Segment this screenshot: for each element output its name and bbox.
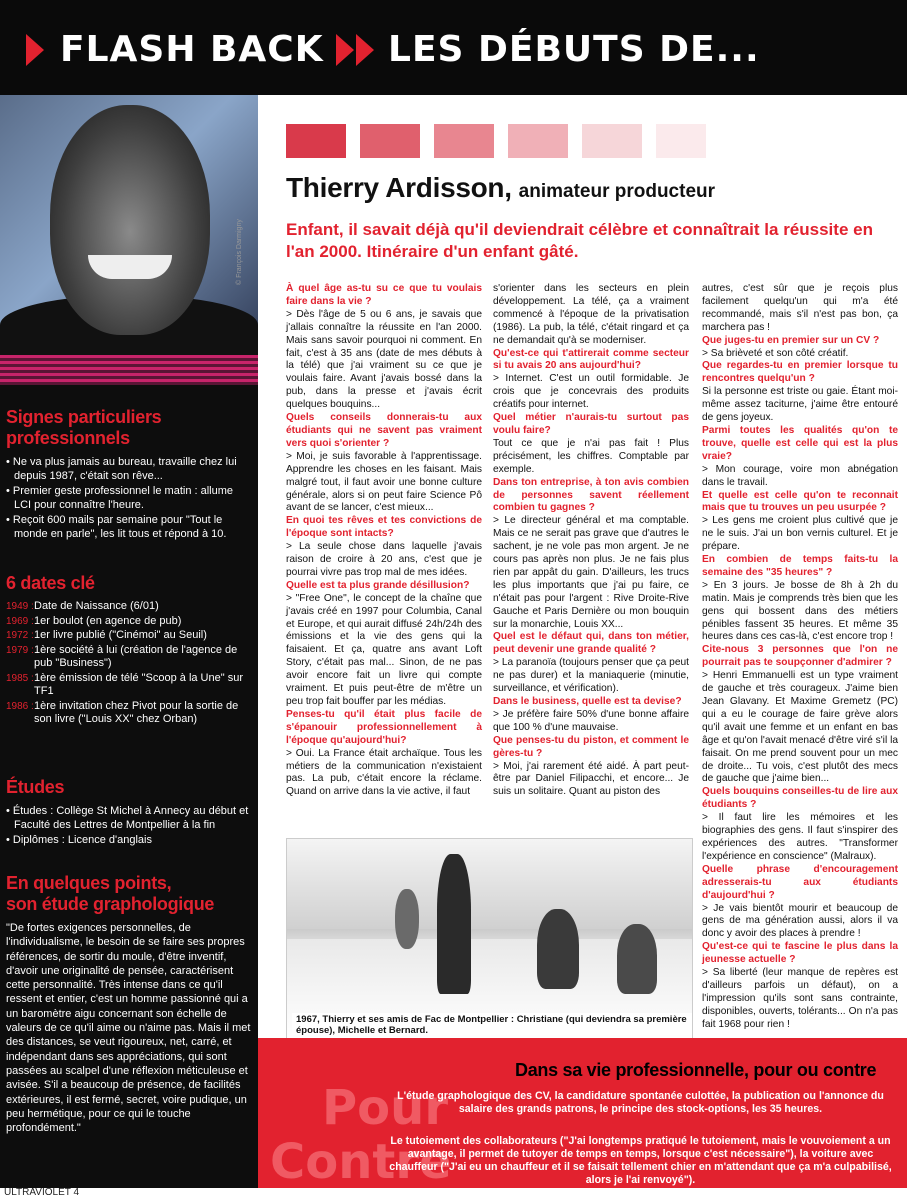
signes-section — [6, 407, 252, 542]
date-year: 1979 : — [6, 644, 34, 656]
article-column-1 — [286, 283, 482, 799]
grapho-text: "De fortes exigences personnelles, de l'individualisme, le besoin de se faire ses propres références, de sortir du moule, d'être inventif, d'avoir une originalité de pensée, caractérisent cette personnalité. Très intense dans ce qu'il ressent et entier, c'est un homme passionné qui a un baromètre aigu concernant son échelle de valeurs de ce qu'il aime ou n'aime pas. Mais il met des distances, se veut rigoureux, net, carré, et indépendant dans ses appréciations, qui sont passées au scalpel d'une réflexion méticuleuse et avisée. S'il a beaucoup de présence, de facilités extérieures, il est fermé, secret, voire pudique, un peu hermétique, pour ce qui le touche profondément." — [6, 922, 251, 1135]
answer: > Moi, je suis favorable à l'apprentissage. Apprendre les choses en les faisant. Mais malgré tout, il faut avoir une bonne culture générale, alors si on peut faire Science Pô avant de se lancer, c'est mieux... — [286, 450, 482, 514]
question: Dans ton entreprise, à ton avis combien de personnes savent réellement combien tu gagnes ? — [493, 476, 689, 514]
answer: > Je vais bientôt mourir et beaucoup de gens de ma génération aussi, alors il va donc y avoir des places à prendre ! — [702, 902, 898, 940]
answer: > Oui. La France était archaïque. Tous les métiers de la communication n'existaient pas. La pub, c'était encore la réclame. Quand on arrive dans la vie active, il faut — [286, 747, 482, 798]
date-row — [6, 629, 252, 643]
date-row — [6, 700, 252, 727]
photo-person — [437, 854, 471, 994]
question: Parmi toutes les qualités qu'on te trouve, quelle est celle qui est la plus vraie? — [702, 424, 898, 462]
date-row — [6, 644, 252, 671]
arrow-right-icon — [26, 34, 44, 66]
color-square — [508, 124, 568, 158]
answer: Si la personne est triste ou gaie. Étant moi-même assez taciturne, j'aime être entouré de gens joyeux. — [702, 386, 898, 424]
question: À quel âge as-tu su ce que tu voulais faire dans la vie ? — [286, 283, 482, 307]
question: En combien de temps faits-tu la semaine des "35 heures" ? — [702, 554, 898, 578]
pour-text: L'étude graphologique des CV, la candidature spontanée culottée, la publication ou l'annonce du salaire des grands patrons, le principe des stock-options, les 35 heures. — [397, 1090, 884, 1115]
decorative-stripes — [0, 355, 258, 385]
color-square — [286, 124, 346, 158]
question: Qu'est-ce qui t'attirerait comme secteur si tu avais 20 ans aujourd'hui? — [493, 347, 689, 372]
date-year: 1986 : — [6, 700, 34, 712]
answer: > Sa liberté (leur manque de repères est d'ailleurs parfois un défaut), on a l'impression qu'ils sont sans contrainte, disponibles, ouverts, tolérants... On n'a pas fait 1968 pour rien ! — [702, 967, 898, 1030]
answer: > Le directeur général et ma comptable. Mais ce ne serait pas grave que d'autres le sachent, je ne vole pas mon argent. Je ne cours pas après non plus. Je ne fais plus rien par appât du gain. D'ailleurs, les trucs les plus importants que j'ai pu faire, ce n'était pas pour l'argent : Rive Droite-Rive Gauche et Paris Dernière ou mon bouquin sur la monarchie, Louis XX... — [493, 515, 689, 630]
photo-person — [617, 924, 657, 994]
article-intro: Enfant, il savait déjà qu'il deviendrait célèbre et connaîtrait la réussite en l'an 2000. Itinéraire d'un enfant gâté. — [286, 220, 873, 261]
photo-person — [537, 909, 579, 989]
answer: > La paranoïa (toujours penser que ça peut ne pas durer) et la maniaquerie (minutie, surveillance, et vérification). — [493, 657, 689, 695]
arrow-right-icon — [336, 34, 354, 66]
answer: > Internet. C'est un outil formidable. Je crois que je concevrais des produits créatifs pour internet. — [493, 373, 689, 411]
question: Cite-nous 3 personnes que l'on ne pourrait pas te soupçonner d'admirer ? — [702, 644, 898, 669]
date-text: 1ère société à lui (création de l'agence de pub "Business") — [34, 643, 238, 669]
question: Dans le business, quelle est ta devise? — [493, 696, 682, 707]
answer: > La seule chose dans laquelle j'avais raison de croire à 20 ans, c'est que je pourrai vivre pas trop mal de mes idées. — [286, 541, 482, 578]
page-number: ULTRAVIOLET 4 — [4, 1187, 80, 1198]
article-title — [286, 172, 886, 208]
footer-bar — [0, 1188, 907, 1200]
question: Que juges-tu en premier sur un CV ? — [702, 334, 880, 346]
answer: > Je préfère faire 50% d'une bonne affaire que 100 % d'une mauvaise. — [493, 708, 689, 733]
signes-title-line2: professionnels — [6, 428, 130, 448]
pros-cons-title: Dans sa vie professionnelle, pour ou contre — [515, 1060, 877, 1080]
etudes-title: Études — [6, 777, 65, 797]
answer: > Il faut lire les mémoires et les biographies des gens. Il faut s'inspirer des expériences des autres. "Transformer l'expérience en conscience" (Malraux). — [702, 812, 898, 862]
date-year: 1972 : — [6, 630, 34, 641]
article-column-3 — [702, 283, 898, 1032]
date-row — [6, 615, 252, 629]
date-text: 1er livre publié ("Cinémoi" au Seuil) — [34, 629, 207, 641]
date-text: Date de Naissance (6/01) — [34, 600, 159, 612]
date-year: 1985 : — [6, 672, 34, 684]
signes-title — [6, 407, 252, 449]
dates-title: 6 dates clé — [6, 573, 95, 593]
section-subtitle: LES DÉBUTS DE... — [388, 29, 760, 70]
arrow-right-icon — [356, 34, 374, 66]
grapho-title — [6, 873, 252, 915]
photo-credit: © François Darmigny — [236, 219, 243, 285]
signes-item: • Ne va plus jamais au bureau, travaille chez lui depuis 1987, c'était son rêve... — [6, 456, 237, 482]
date-text: 1ère invitation chez Pivot pour la sortie de son livre ("Louis XX" chez Orban) — [34, 699, 239, 725]
answer: > Mon courage, voire mon abnégation dans le travail. — [702, 463, 898, 488]
date-year: 1949 : — [6, 601, 34, 612]
answer: Tout ce que je n'ai pas fait ! Plus précisément, les chiffres. Comptable par exemple. — [493, 437, 689, 475]
section-title: FLASH BACK — [60, 29, 324, 70]
answer: > "Free One", le concept de la chaîne que j'avais créé en 1997 pour Columbia, Canal et Europe, et qui aurait diffusé 24h/24h des émissions et la vie des gens qui la faisaient. Et ça, quatre ans avant Loft Story, c'était pas mal... Sinon, de ne pas avoir encore fait un livre qui compte vraiment. Et puis peut-être de m'être un peu trop fait bouffer par les médias. — [286, 592, 482, 707]
question: Et quelle est celle qu'on te reconnait mais que tu trouves un peu usurpée ? — [702, 489, 898, 514]
portrait-face — [50, 105, 210, 335]
pros-cons-box — [258, 1038, 907, 1188]
photo-person — [395, 889, 419, 949]
group-photo — [286, 838, 693, 1040]
question: Quels conseils donnerais-tu aux étudiants qui ne savent pas vraiment vers quoi s'orienter ? — [286, 412, 482, 449]
person-role: animateur producteur — [518, 181, 716, 202]
grapho-title-line1: En quelques points, — [6, 873, 172, 893]
answer: s'orienter dans les secteurs en plein développement. La télé, ça a vraiment commencé à l'époque de la privatisation (1986). La pub, la télé, c'était ringard et ça ne demandait qu'à se moderniser. — [493, 283, 689, 346]
signes-item: • Premier geste professionnel le matin : allume LCI pour connaître l'heure. — [6, 485, 234, 511]
date-row — [6, 672, 252, 699]
question: Quelle est ta plus grande désillusion? — [286, 579, 470, 591]
question: Que penses-tu du piston, et comment le gères-tu ? — [493, 734, 689, 759]
color-square — [656, 124, 706, 158]
etudes-section — [6, 777, 252, 848]
color-square — [582, 124, 642, 158]
contre-word: Contre — [270, 1134, 452, 1188]
page-header — [0, 0, 907, 95]
sidebar — [0, 95, 258, 1188]
signes-title-line1: Signes particuliers — [6, 407, 162, 427]
question: Quel métier n'aurais-tu surtout pas voulu faire? — [493, 412, 689, 436]
question: Quel est le défaut qui, dans ton métier, peut devenir une grande qualité ? — [493, 631, 689, 656]
question: Quelle phrase d'encouragement adresserais-tu aux étudiants d'aujourd'hui ? — [702, 863, 898, 901]
answer: > Moi, j'ai rarement été aidé. À part peut-être par Daniel Filipacchi, et encore... Je suis un solitaire. Quant au piston des — [493, 760, 689, 798]
question: Qu'est-ce qui te fascine le plus dans la jeunesse actuelle ? — [702, 941, 898, 966]
portrait-smile — [88, 255, 172, 279]
answer: autres, c'est sûr que je reçois plus facilement quelqu'un qui m'a été recommandé, mais s'il n'est pas bon, ça marchera pas ! — [702, 283, 898, 333]
dates-section — [6, 573, 252, 728]
photo-sky — [287, 839, 692, 929]
question: Que regardes-tu en premier lorsque tu rencontres quelqu'un ? — [702, 360, 898, 385]
answer: > En 3 jours. Je bosse de 8h à 2h du matin. Mais je comprends très bien que les gens qui bossent dans des métiers pénibles fassent 35 heures. Et même 35 heures dans ces cas-là, c'est encore trop ! — [702, 579, 898, 643]
photo-caption: 1967, Thierry et ses amis de Fac de Montpellier : Christiane (qui deviendra sa première épouse), Michelle et Bernard. — [292, 1013, 692, 1035]
contre-text: Le tutoiement des collaborateurs ("J'ai longtemps pratiqué le tutoiement, mais le vouvoiement a un avantage, il permet de tutoyer de temps en temps, lorsque c'est nécessaire"), la voiture avec chauffeur ("J'ai eu un chauffeur et il se faisait tellement chier en m'attendant que ça m'a culpabilisé, alors je l'ai renvoyé"). — [389, 1135, 892, 1186]
grapho-title-line2: son étude graphologique — [6, 894, 215, 914]
etudes-item: • Diplômes : Licence d'anglais — [6, 834, 152, 846]
date-year: 1969 : — [6, 615, 34, 627]
article-column-2 — [493, 283, 689, 799]
signes-item: • Reçoit 600 mails par semaine pour "Tout le monde en parle", les lit tous et répond à 10. — [6, 514, 227, 540]
answer: > Dès l'âge de 5 ou 6 ans, je savais que j'allais connaître la réussite en l'an 2000. Mais sans savoir pourquoi ni comment. En fait, c'est à 35 ans (date de mes débuts à la télé) que j'ai vraiment su ce que je voulais faire. Avant j'avais bossé dans la pub, dans la presse et j'avais écrit quelques bouquins... — [286, 308, 482, 411]
date-text: 1ère émission de télé "Scoop à la Une" sur TF1 — [34, 671, 243, 697]
question: Penses-tu qu'il était plus facile de s'épanouir professionnellement à l'époque qu'aujourd'hui? — [286, 708, 482, 746]
grapho-section — [6, 873, 252, 1135]
answer: > Sa brièveté et son côté créatif. — [702, 347, 849, 359]
color-square — [360, 124, 420, 158]
pour-word: Pour — [322, 1080, 448, 1136]
etudes-item: • Études : Collège St Michel à Annecy au début et Faculté des Lettres de Montpellier à la fin — [6, 805, 249, 831]
color-bar — [286, 124, 706, 158]
color-square — [434, 124, 494, 158]
date-text: 1er boulot (en agence de pub) — [34, 614, 182, 627]
question: Quels bouquins conseilles-tu de lire aux étudiants ? — [702, 786, 898, 811]
question: En quoi tes rêves et tes convictions de l'époque sont intacts? — [286, 515, 482, 540]
portrait-photo — [0, 95, 258, 355]
answer: > Henri Emmanuelli est un type vraiment de gauche et très courageux. J'aime bien Jean Glavany. Et Maxime Gremetz (PC) qui a eu le courage de faire grève alors qu'il avait une femme et un enfant en bas âge et qu'on l'avait menacé d'être viré s'il la faisait. On me prend souvent pour un mec de droite... Tu vois, c'est plutôt des mecs de gauche que j'aime bien... — [702, 670, 898, 785]
answer: > Les gens me croient plus cultivé que je ne le suis. J'ai un bon vernis culturel. Et je prépare. — [702, 515, 898, 553]
person-name: Thierry Ardisson, — [286, 172, 512, 203]
date-row — [6, 600, 252, 614]
